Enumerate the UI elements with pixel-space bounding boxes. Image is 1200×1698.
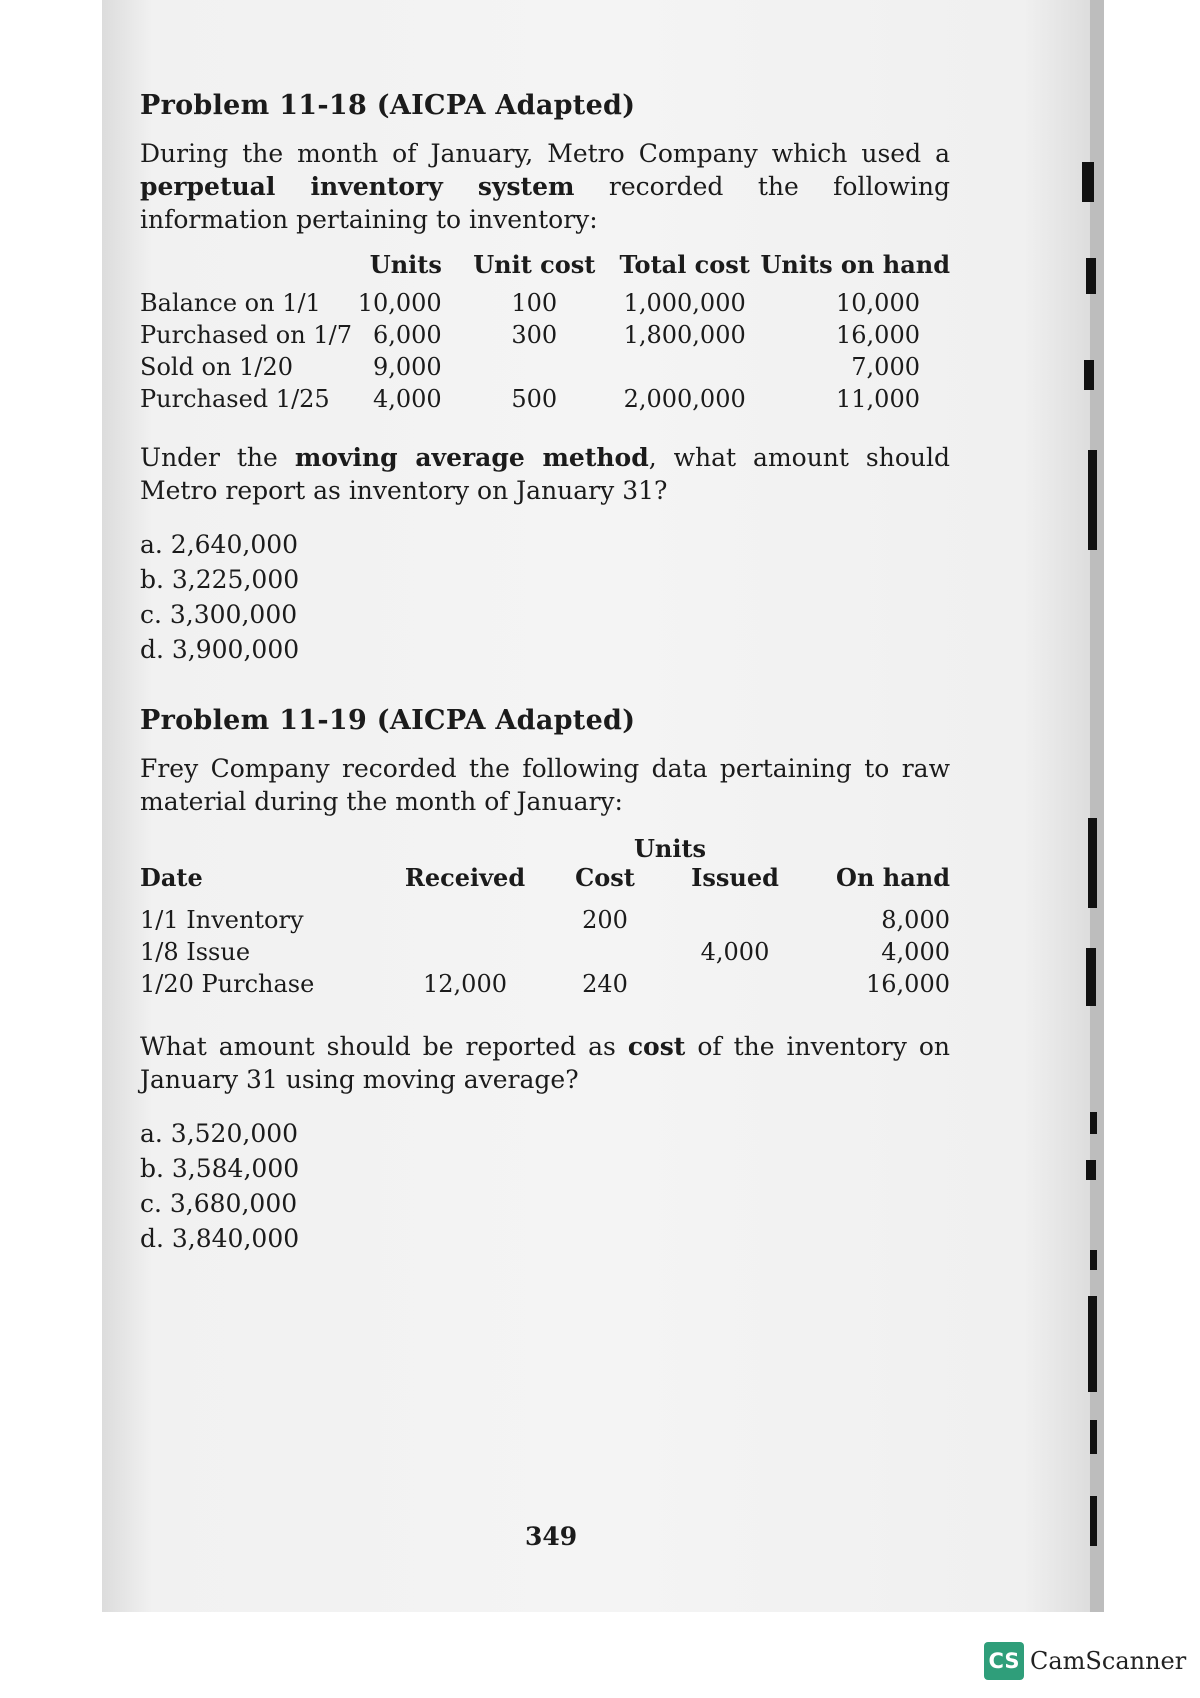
camscanner-logo-icon: CS [984,1642,1024,1680]
edge-mark [1090,1420,1097,1454]
table-row [140,968,950,1000]
received-cell [390,904,540,936]
problem-title: Problem 11-18 (AICPA Adapted) [140,90,636,121]
on-hand-cell: 16,000 [866,970,950,998]
total-cost-cell: 1,000,000 [623,289,746,317]
choice-item: c. 3,300,000 [140,600,298,629]
unit-cost-cell: 100 [511,289,558,317]
intro-text: recorded the following information pertaining to inventory: [140,172,950,234]
column-header: Cost [575,863,635,892]
choice-item: b. 3,584,000 [140,1154,300,1183]
question-emphasis: moving average method [294,443,649,472]
column-header: Units on hand [760,250,950,279]
problem-question [140,441,950,507]
total-cost-cell [609,351,761,383]
issued-cell [670,904,800,936]
total-cost-cell: 1,800,000 [623,321,746,349]
table-row [140,383,950,415]
choice-item: a. 3,520,000 [140,1119,299,1148]
date-cell: 1/20 Purchase [140,970,315,998]
problem-question [140,1030,950,1096]
edge-mark [1084,360,1094,390]
received-cell: 12,000 [423,970,507,998]
choice-item: c. 3,680,000 [140,1189,298,1218]
edge-mark [1086,258,1096,294]
date-cell: 1/1 Inventory [140,906,304,934]
cost-cell: 240 [582,970,628,998]
column-group-header: Units [633,834,707,863]
column-header: Issued [691,863,779,892]
issued-cell [670,968,800,1000]
table-row [140,319,950,351]
on-hand-cell: 8,000 [881,906,950,934]
intro-text: During the month of January, Metro Company which used a [140,139,950,168]
table-row [140,351,950,383]
cost-cell [540,936,670,968]
units-cell: 4,000 [372,385,442,413]
camscanner-label: CamScanner [1030,1647,1187,1675]
units-cell: 6,000 [372,321,442,349]
choice-item: d. 3,900,000 [140,635,300,664]
unit-cost-cell [460,351,609,383]
edge-mark [1086,948,1096,1006]
choice-item: a. 2,640,000 [140,530,299,559]
on-hand-cell: 7,000 [851,353,920,381]
on-hand-cell: 16,000 [836,321,920,349]
problem-intro [140,137,950,236]
table-row [140,936,950,968]
question-text: of the inventory on January 31 using moving average? [140,1032,950,1094]
units-cell: 10,000 [357,289,442,317]
edge-mark [1088,1296,1097,1392]
inventory-table [140,250,950,415]
choice-item: d. 3,840,000 [140,1224,300,1253]
edge-mark [1090,1112,1097,1134]
choice-item: b. 3,225,000 [140,565,300,594]
row-label: Sold on 1/20 [140,353,293,381]
edge-mark [1088,818,1097,908]
unit-cost-cell: 300 [511,321,558,349]
edge-mark [1090,1250,1097,1270]
intro-emphasis: perpetual inventory system [140,172,575,201]
units-cell: 9,000 [372,353,442,381]
problem-intro: Frey Company recorded the following data pertaining to raw material during the month of January: [140,754,950,816]
column-header: Units [369,250,442,279]
column-header: Unit cost [473,250,596,279]
on-hand-cell: 10,000 [836,289,920,317]
date-cell: 1/8 Issue [140,938,251,966]
question-text: , what amount should Metro report as inventory on January 31? [140,443,951,505]
unit-cost-cell: 500 [511,385,558,413]
table-group-header-row [140,834,950,863]
page-number: 349 [525,1522,578,1551]
column-header: Total cost [619,250,750,279]
on-hand-cell: 4,000 [881,938,950,966]
row-label: Balance on 1/1 [140,289,321,317]
camscanner-watermark [984,1642,1186,1680]
problem-title: Problem 11-19 (AICPA Adapted) [140,705,636,736]
row-label: Purchased on 1/7 [140,321,352,349]
question-text: What amount should be reported as [140,1032,628,1061]
column-header: On hand [836,863,950,892]
column-header: Date [140,863,203,892]
page-content [140,90,950,1256]
edge-mark [1090,1496,1097,1546]
received-cell [390,936,540,968]
table-row [140,904,950,936]
edge-mark [1086,1160,1096,1180]
answer-choices [140,527,950,667]
row-label: Purchased 1/25 [140,385,330,413]
column-header: Received [404,863,526,892]
question-text: Under the [140,443,295,472]
answer-choices [140,1116,950,1256]
question-emphasis: cost [627,1032,686,1061]
table-header-row [140,250,950,287]
edge-mark [1082,162,1094,202]
issued-cell: 4,000 [700,938,770,966]
raw-material-table [140,834,950,1000]
cost-cell: 200 [582,906,628,934]
table-row [140,287,950,319]
on-hand-cell: 11,000 [836,385,920,413]
edge-mark [1088,450,1097,550]
table-header-row [140,863,950,892]
total-cost-cell: 2,000,000 [623,385,746,413]
